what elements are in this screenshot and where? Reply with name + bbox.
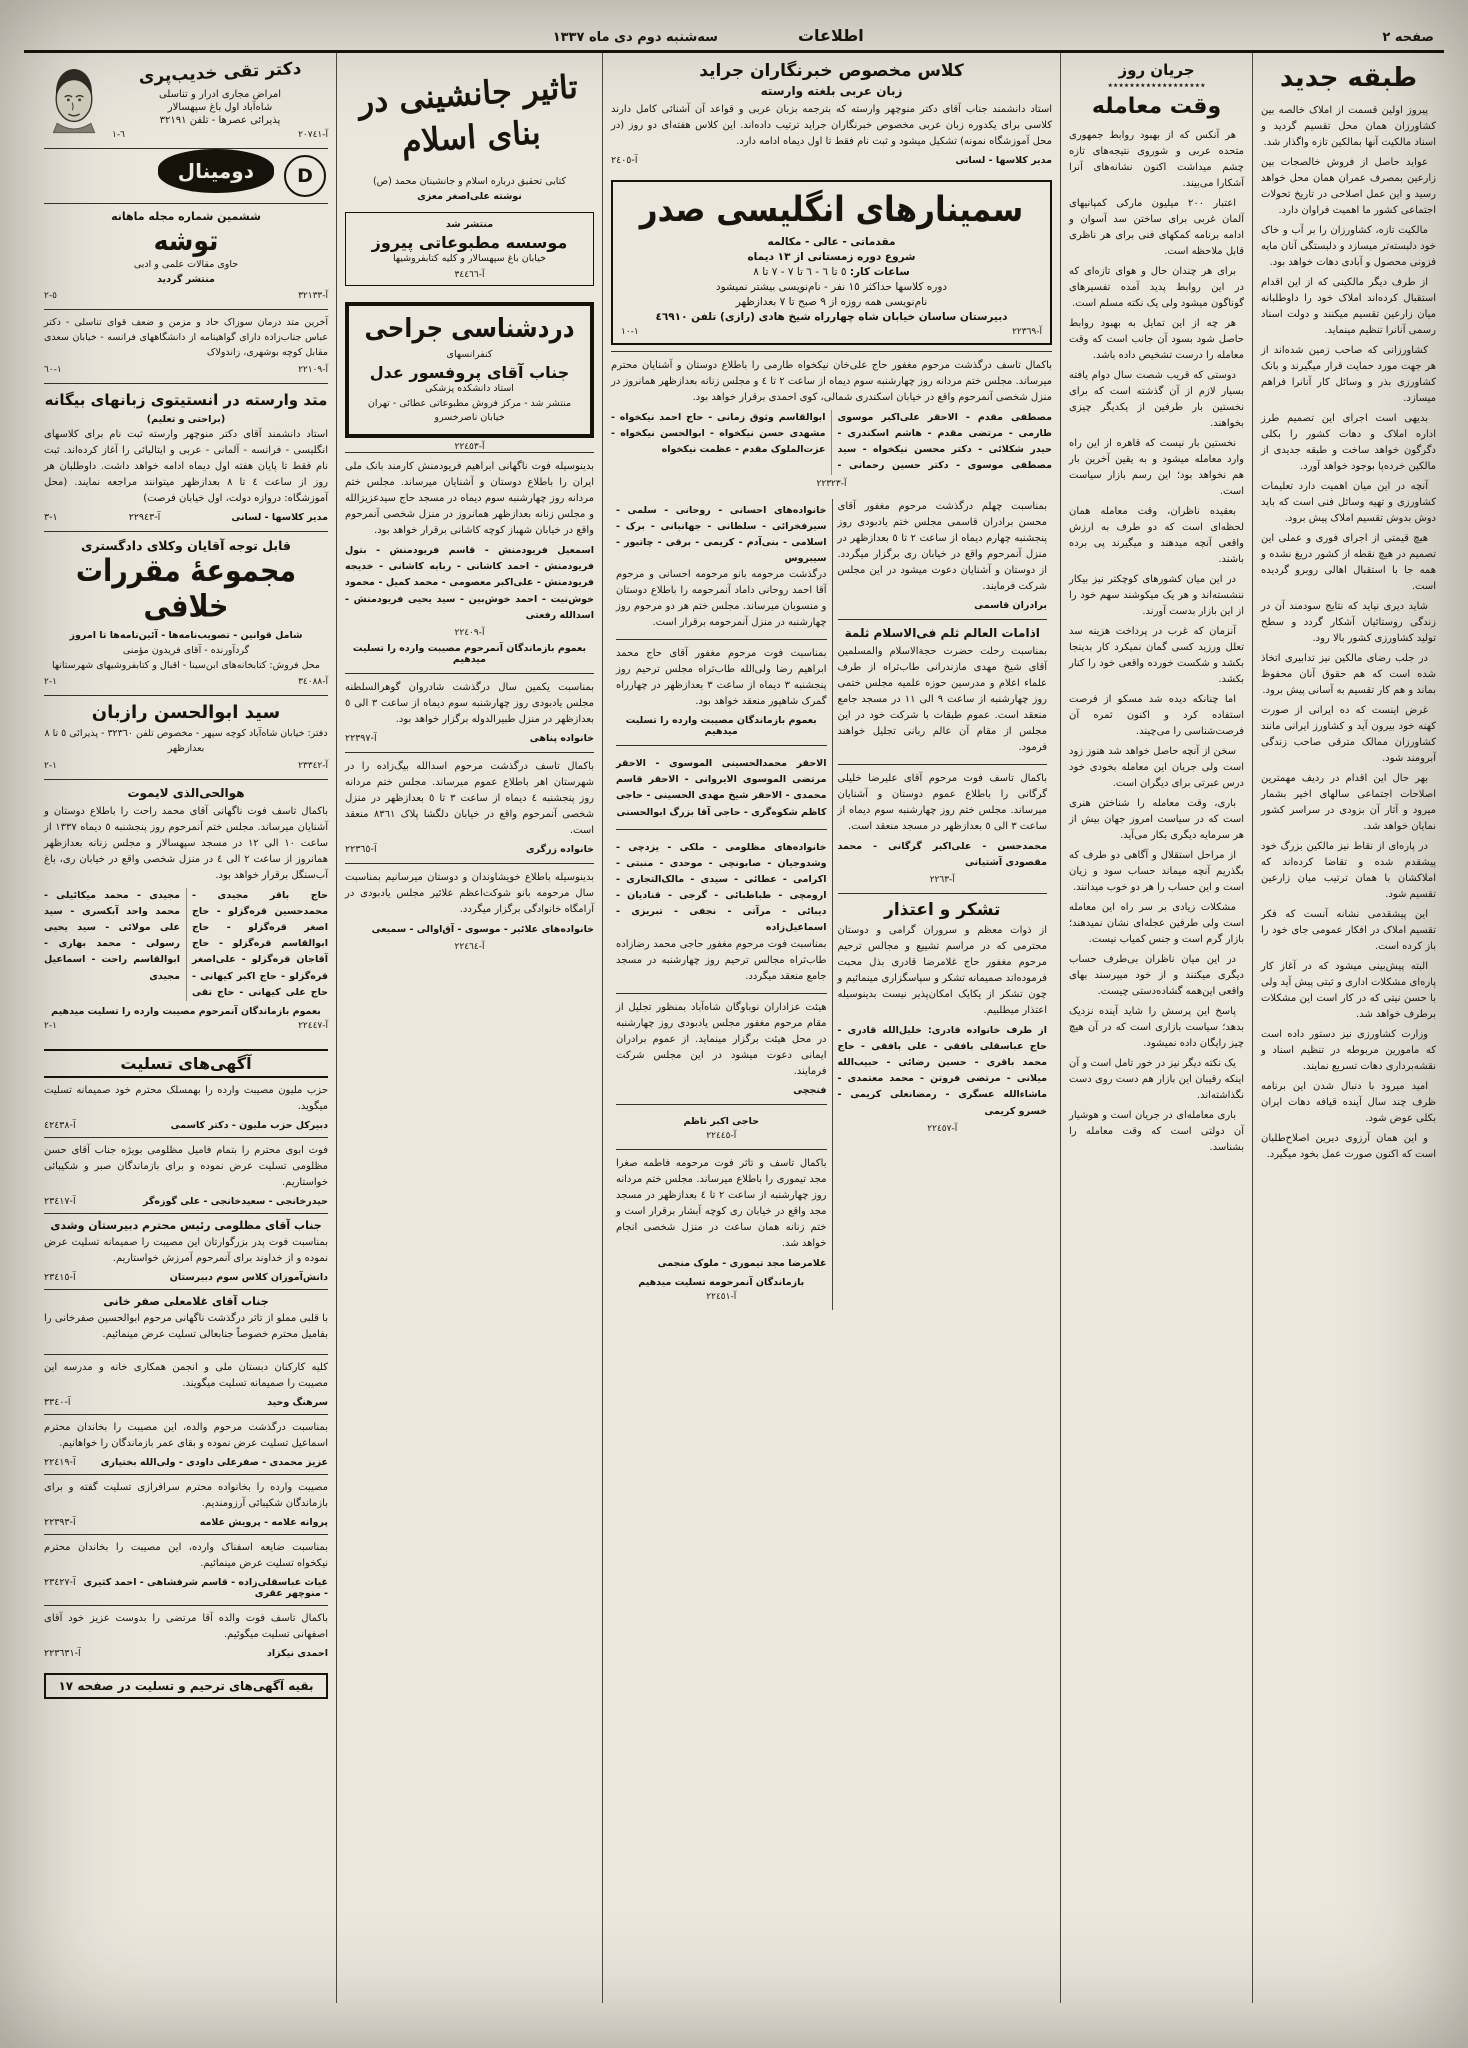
obituary-bismillah: هوالحی‌الذی لایموت bbox=[127, 785, 245, 800]
obituary-alaei bbox=[345, 863, 594, 960]
condolence-item bbox=[44, 1354, 328, 1414]
ad-serial: ٥-۲ bbox=[44, 291, 57, 302]
ad-code: آ-۲۲۳٦۹ bbox=[1012, 327, 1042, 337]
ad-body: منتشر شد - مرکز فروش مطبوعاتی عطائی - تهران خیابان ناصرخسرو bbox=[367, 397, 572, 424]
article-paragraph: وزارت کشاورزی نیز دستور داده است که مامورین مربوطه در تنظیم اسناد و نقشه‌برداری دهات تسریع نمایند. bbox=[1261, 1029, 1436, 1072]
obituary-nikkhah bbox=[611, 351, 1052, 497]
condolence-signature: سرهنگ وحید bbox=[267, 1396, 328, 1408]
condolence-signature: دانش‌آموزان کلاس سوم دبیرستان bbox=[169, 1271, 328, 1283]
article-paragraph: بعقیده ناظران، وقت معامله همان لحظه‌ای است که دو طرف به ارزش واقعی آنچه میدهند و میگیرند پی برده باشند. bbox=[1069, 506, 1244, 565]
obituary-body: بمناسبت یکمین سال درگذشت شادروان گوهرالسلطنه مجلس یادبودی روز چهارشنبه سوم دیماه از ساعت ۳ الی ٥ بعدازظهر در منزل طبیرالدوله برگزار خواهد بود. bbox=[345, 681, 594, 725]
obituary-body: باکمال تاسف درگذشت مرحوم اسدالله بیگ‌زاده را در شهرستان اهر باطلاع عموم میرساند. مجلس ختم مردانه روز پنجشنبه ٤ دیماه از ساعت ۳ تا ٥ بعدازظهر در منزل شخصی آنمرحوم واقع در خیابان دلگشا پلاک ۸۳٦۱ منعقد است. bbox=[345, 760, 595, 836]
ad-gonorrhea-treatment bbox=[44, 309, 328, 382]
ad-code: آ-٤۲٤۳۸ bbox=[44, 1119, 76, 1131]
condolence-heading: جناب آقای مظلومی رئیس محترم دبیرستان وشدی bbox=[50, 1218, 322, 1232]
ad-code: آ-۳۳٤۰ bbox=[44, 1396, 71, 1408]
condolence-item bbox=[44, 1605, 328, 1665]
column-left bbox=[36, 53, 336, 2003]
article-paragraph: هیچ قیمتی از اجرای فوری و عملی این تصمیم در هیچ نقطه از کشور دریغ نشده و همه جا با استقبال اهالی روبرو گردیده است. bbox=[1261, 533, 1436, 592]
masthead: اطلاعات bbox=[797, 26, 864, 45]
article-paragraph: بهر حال این اقدام در ردیف مهمترین اصلاحات اجتماعی سالهای اخیر بشمار میرود و آثار آن بزودی در سراسر کشور نمایان خواهد شد. bbox=[1261, 773, 1436, 832]
obituary-body: باکمال تاسف درگذشت مرحوم مغفور حاج علی‌خان نیکخواه طارمی را باطلاع دوستان و آشنایان محترم میرساند. مجلس ختم مردانه روز چهارشنبه سوم دیماه از ساعت ۲ تا ٤ و مجلس زنانه بعدازظهر همانروز در منزل شخصی آنمرحوم واقع در خیابان اسکندری شمالی، کوی احمدی برقرار خواهد بود. bbox=[611, 360, 1052, 403]
condolence-item bbox=[44, 1213, 328, 1289]
doctor-hours: پذیرائی عصرها - تلفن ۳۲۱۹۱ bbox=[159, 115, 281, 126]
dominal-logo-icon: D bbox=[284, 155, 326, 197]
dominal-caption: محصول آلمان bbox=[189, 183, 242, 193]
column-middle bbox=[602, 53, 1060, 2003]
doctor-name: دکتر تقی خدیب‌پری bbox=[138, 58, 302, 88]
notice-title: تشکر و اعتذار bbox=[884, 899, 1001, 920]
article-paragraph: در این میان ناظران بی‌طرف حساب دیگری میکنند و از خود میپرسند بهای واقعی این‌همه گشاده‌دستی چیست. bbox=[1069, 954, 1244, 997]
condolence-signature: دبیرکل حزب ملیون - دکتر کاسمی bbox=[170, 1119, 328, 1131]
article-paragraph: هر چه از این تمایل به بهبود روابط حاصل شود بسود آن جانب است که وقت معامله را درست تشخیص داده باشد. bbox=[1069, 318, 1244, 361]
article-paragraph: امید میرود با دنبال شدن این برنامه ظرف چند سال آینده قیافه دهات ایران بکلی عوض شود. bbox=[1261, 1081, 1436, 1124]
ad-title: مجموعهٔ مقررات خلافی bbox=[75, 553, 297, 625]
notice-body: هیئت عزاداران نوباوگان شاه‌آباد بمنظور تجلیل از مقام مرحوم مغفور مجلس یادبودی روز چهارشنبه در محل هیئت برگزار مینماید. از عموم برادران ایمانی دعوت میشود در این مجلس شرکت فرمایند. bbox=[616, 1001, 827, 1077]
obituary-body: بمناسبت فوت مرحوم مغفور آقای حاج محمد ابراهیم رضا ولی‌الله طاب‌ثراه مجلس ترحیم روز پنجشنبه ۳ دیماه از ساعت ۳ بعدازظهر در چهارراه گمرک شاهپور منعقد خواهد بود. bbox=[616, 648, 827, 708]
article-body bbox=[1069, 128, 1244, 1156]
condolence-signature: عزیز محمدی - صفرعلی داودی - ولی‌الله بختیاری bbox=[100, 1456, 328, 1468]
ad-body: استاد دانشمند آقای دکتر منوچهر وارسته ثبت نام برای کلاسهای انگلیسی - فرانسه - آلمانی - عربی و ایتالیائی را آغاز کرده‌اند. ثبت نام فقط تا پایان هفته اول دیماه ادامه خواهد داشت. داوطلبان هر روز از ساعت ٤ تا ۸ بعدازظهر میتوانند مراجعه نمایند. (محل آموزشگاه: دروازه دولت، اول خیابان فرصت) bbox=[44, 429, 329, 505]
seminar-note: دوره کلاسها حداکثر ۱٥ نفر - نام‌نویسی بیشتر نمیشود bbox=[715, 281, 948, 293]
obituary-tail: بعموم بازماندگان آنمرحوم مصیبت وارده را تسلیت میدهیم bbox=[352, 642, 587, 665]
obituary-body: بمناسبت چهلم درگذشت مرحوم مغفور آقای محسن برادران قاسمی مجلس ختم یادبودی روز پنجشنبه چهارم دیماه از ساعت ۲ تا ٥ بعدازظهر در منزل آنمرحوم واقع در خیابان ری برگزار میگردد. از دوستان و آشنایان دعوت میشود در این مجلس شرکت فرمایند. bbox=[837, 500, 1048, 592]
article-paragraph: نخستین بار نیست که قاهره از این راه وارد معامله میشود و به یقین آخرین بار هم نخواهد بود؛ این رسم بازار سیاست است. bbox=[1069, 438, 1244, 497]
article-paragraph: مالکیت تازه، کشاورزان را بر آب و خاک خود دلبسته‌تر میسازد و دلبستگی آنان مایه فزونی محصول و آبادی دهات خواهد بود. bbox=[1261, 225, 1436, 268]
obituary-teymouri bbox=[616, 1149, 827, 1310]
article-paragraph: اعتبار ۲۰۰ میلیون مارکی کمپانیهای آلمان غربی برای ساختن سد آسوان و ادامه برنامه کمکهای فنی برای هر ناظری قابل ملاحظه است. bbox=[1069, 198, 1244, 257]
obituary-body: باکمال تاسف فوت مرحوم آقای علیرضا خلیلی گرگانی را باطلاع عموم دوستان و آشنایان میرساند. مجلس ختم روز چهارشنبه سوم دیماه از ساعت ۳ الی ٥ بعدازظهر در مسجد منعقد است. bbox=[837, 772, 1047, 832]
ad-body: آخرین متد درمان سوزاک حاد و مزمن و ضعف قوای تناسلی - دکتر عباس جناب‌زاده دارای گواهینامه از دانشگاههای فرانسه - خیابان سعدی مقابل کوچه بوشهری، زاندولاک bbox=[44, 317, 328, 358]
ad-code: آ-۲۳٤۱۷ bbox=[44, 1195, 76, 1207]
article-paragraph: کشاورزانی که صاحب زمین شده‌اند از هر جهت مورد حمایت قرار میگیرند و بانک کشاورزی بذر و وسائل کار آنانرا فراهم میسازد. bbox=[1261, 345, 1436, 404]
article-paragraph: و این همان آرزوی دیرین اصلاح‌طلبان است که اکنون صورت عمل بخود میگیرد. bbox=[1261, 1133, 1436, 1160]
ad-dominal bbox=[44, 148, 328, 203]
ad-code: آ-۳۲۱۳۳ bbox=[298, 291, 328, 302]
article-paragraph: از طرف دیگر مالکینی که از این اقدام استقبال کرده‌اند املاک خود را داوطلبانه میان زارعین تقسیم میکنند و دولت اسناد رسمی آنانرا تنظیم مینماید. bbox=[1261, 277, 1436, 336]
condolence-item bbox=[44, 1414, 328, 1474]
seminar-hours-label: ساعات کار: bbox=[849, 266, 910, 278]
ad-razban bbox=[44, 695, 328, 778]
ad-code: آ-۲۲۳٦۳۱ bbox=[44, 1647, 81, 1659]
condolence-signature: احمدی نیکزاد bbox=[267, 1647, 328, 1659]
article-paragraph: سخن از آنچه حاصل خواهد شد هنوز زود است ولی جریان این معامله بخودی خود درس عبرتی برای دیگران است. bbox=[1069, 746, 1244, 789]
condolence-item bbox=[44, 1474, 328, 1534]
ad-code: آ-۳٤٤٦٦ bbox=[454, 270, 485, 281]
family-names: خانواده‌های احسانی - روحانی - سلمی - سیرفخرائی - سلطانی - جهانبانی - برک - اسلامی - بنی‌آدم - کریمی - برقی - چاتیور - سیبروس bbox=[616, 504, 827, 564]
notice-thanks bbox=[838, 893, 1048, 1142]
family-names: خانواده‌های مظلومی - ملکی - یزدچی - وشدوجیان - صابونچی - موحدی - منبتی - اکرامی - عطائی - سیدی - مالک‌التجاری - ارومچی - طباطبائی - گرجی - قنادیان - دیبائی - مرآتی - نجفی - تبریزی - اسماعیل‌زاده bbox=[616, 841, 827, 934]
obituary-names: محمدحسن - علی‌اکبر گرگانی - محمد مقصودی آشتیانی bbox=[837, 840, 1047, 868]
obituary-tail: بعموم بازماندگان مصیبت وارده را تسلیت میدهیم bbox=[625, 715, 817, 738]
ad-kicker: ششمین شماره مجله ماهانه bbox=[111, 210, 261, 223]
ad-code: آ-۲۲٤۱۹ bbox=[44, 1456, 76, 1468]
seminar-hours-value: ٥ تا ٦ - ٦ تا ۷ - ۷ تا ۸ bbox=[753, 266, 847, 278]
ad-line: کتابی تحقیق درباره اسلام و جانشینان محمد (ص) bbox=[372, 176, 567, 188]
ad-doctor bbox=[44, 58, 328, 148]
ad-signature: مدیر کلاسها - لسانی bbox=[955, 155, 1052, 166]
article-paragraph: این پیشقدمی نشانه آنست که فکر تقسیم املاک در افکار عمومی جای خود را باز کرده است. bbox=[1261, 909, 1436, 952]
ad-line: منتشر گردید bbox=[157, 273, 215, 285]
ad-title: توشه bbox=[153, 224, 219, 257]
obituary-body: باکمال تاسف فوت ناگهانی آقای محمد راحت را باطلاع دوستان و آشنایان میرساند. مجلس ختم آنمرحوم روز پنجشنبه ٥ دیماه ۱۳۳۷ از ساعت ۱۰ الی ۱۲ در مسجد سپهسالار و مجلس زنانه بعدازظهر همانروز از ساعت ۲ الی ٤ در منزل شخصی واقع در خیابان ری، باغ آب‌سنگل برقرار خواهد بود. bbox=[44, 805, 329, 881]
article-paragraph: بدیهی است اجرای این تصمیم طرز اداره املاک و دهات کشور را بکلی دگرگون خواهد ساخت و طبقه جدیدی از مالکین خرده‌پا بوجود خواهد آورد. bbox=[1261, 413, 1436, 472]
ad-title: سید ابوالحسن رازبان bbox=[91, 702, 281, 724]
ad-line: جناب آقای پروفسور عدل bbox=[369, 362, 570, 382]
article-headline: طبقه جدید bbox=[1279, 63, 1418, 93]
doctor-address: شاه‌آباد اول باغ سپهسالار bbox=[167, 102, 273, 113]
obituary-mazloomi-families bbox=[616, 829, 827, 993]
ad-code: آ-۲۲٤۰۹ bbox=[454, 627, 485, 638]
ad-press-class bbox=[611, 61, 1052, 174]
ad-code: آ-۲۲٤٥۱ bbox=[706, 1291, 737, 1302]
condolence-body: مصیبت وارده را بخانواده محترم سرافرازی تسلیت گفته و برای بازماندگان شکیبائی آرزومندیم. bbox=[44, 1481, 328, 1509]
ad-body: دفتر: خیابان شاه‌آباد کوچه سپهر - مخصوص تلفن ۳۲۳٦۰ - پذیرائی ٥ تا ۸ بعدازظهر bbox=[44, 728, 328, 755]
obituary-farivodmanesh bbox=[345, 452, 594, 673]
article-paragraph: آنزمان که غرب در پرداخت هزینه سد تعلل ورزید کسی گمان نمیکرد کار بدینجا بکشد و شکست خورده واقعی خود را کنار بکشد. bbox=[1069, 626, 1244, 685]
ad-code: آ-۲۲٤٤٥ bbox=[706, 1130, 737, 1141]
obituary-body: بدینوسیله باطلاع خویشاوندان و دوستان میرسانیم بمناسبت سال مرحومه بانو شوکت‌اعظم علائیر مجلس یادبودی در آرامگاه خانوادگی برگزار میگردد. bbox=[345, 871, 594, 915]
ad-islam-book bbox=[345, 67, 594, 294]
obituary-body: باکمال تاسف و تاثر فوت مرحومه فاطمه صغرا مجد تیموری را باطلاع میرساند. مجلس ختم مردانه روز چهارشنبه از ساعت ۲ تا ٤ بعدازظهر در مسجد مجد واقع در خیابان ری کوچه آبشار برقرار است و ختم زنانه همان ساعت در منزل شخصی انجام خواهد شد. bbox=[616, 1157, 827, 1249]
obituary-names: غلامرضا مجد تیموری - ملوک منجمی bbox=[657, 1257, 827, 1269]
ad-varasteh-institute bbox=[44, 383, 328, 532]
seminar-levels: مقدماتی - عالی - مکالمه bbox=[767, 236, 896, 248]
obituary-body: درگذشت مرحومه بانو مرحومه احسانی و مرحوم آقا احمد روحانی داماد آنمرحومه را باطلاع دوستان و منسوبان میرساند. مجلس ختم هر دو مرحوم روز چهارشنبه در منزل آنمرحومه برقرار است. bbox=[616, 569, 827, 629]
article-paragraph: البته پیش‌بینی میشود که در آغاز کار پاره‌ای مشکلات اداری و ثبتی پیش آید ولی با حسن نیتی که در کار است این مشکلات برطرف خواهد شد. bbox=[1261, 961, 1436, 1020]
ad-line: منتشر شد bbox=[445, 218, 494, 230]
obituary-ehsani bbox=[616, 503, 827, 640]
ad-title: تاثیر جانشینی در بنای اسلام bbox=[356, 67, 579, 161]
continued-notice: بقیه آگهی‌های ترحیم و تسلیت در صفحه ۱۷ bbox=[44, 1673, 328, 1699]
ad-code: آ-۲۲٦۳ bbox=[929, 874, 955, 885]
ad-code: آ-۲۲۳٦٥ bbox=[345, 843, 377, 855]
ad-body: استاد دانشمند جناب آقای دکتر منوچهر وارسته که بترجمه بزبان عربی و قواعد آن آشنائی کامل دارند کلاسی برای یکدوره زبان عربی مخصوص خبرنگاران جراید ترتیب داده‌اند. این کلاس هفته‌ای دو روز (در محل آموزشگاه نمونه) تشکیل میشود و ثبت نام فقط تا اول دیماه ادامه دارد. bbox=[611, 104, 1052, 147]
subcolumn-right bbox=[832, 499, 1053, 1310]
article-paragraph: برای هر چندان حال و هوای تازه‌ای که در این روابط پدید آمده تفسیرهای گوناگون میشود ولی یک نکته مسلم است. bbox=[1069, 266, 1244, 309]
notice-name: حاجی اکبر ناظم bbox=[683, 1115, 760, 1127]
ad-code: آ-۲۲٤٤۷ bbox=[298, 1020, 328, 1031]
ad-line: شامل قوانین - تصویب‌نامه‌ها - آئین‌نامه‌ها تا امروز bbox=[69, 630, 303, 642]
ad-serial: ۱۰-۱ bbox=[621, 327, 639, 337]
publisher-box bbox=[345, 212, 594, 286]
ad-serial: ٦۰-۱ bbox=[44, 364, 62, 375]
ad-subtitle: (براحتی و تعلیم) bbox=[146, 413, 226, 425]
issue-date: سه‌شنبه دوم دی ماه ۱۳۳۷ bbox=[552, 30, 718, 45]
notice-nazem bbox=[616, 1104, 827, 1149]
ad-line: کنفرانسهای bbox=[446, 349, 493, 361]
doctor-specialty: امراض مجاری ادرار و تناسلی bbox=[158, 89, 282, 100]
ad-serial: ۲-۱ bbox=[44, 677, 57, 688]
article-paragraph: دوستی که قریب شصت سال دوام یافته بسیار لازم از آن گذشته است که برای نخستین بار طرفین از یکدیگر چیزی بخواهند. bbox=[1069, 370, 1244, 429]
condolence-item bbox=[44, 1534, 328, 1605]
dominal-text bbox=[158, 159, 274, 193]
article-paragraph: غرض اینست که ده ایرانی از صورت کهنه خود بیرون آید و کشاورز ایرانی مانند کشاورزان ممالک مترقی صاحب زندگی آبرومند شود. bbox=[1261, 705, 1436, 764]
page-number: صفحه ۲ bbox=[1382, 30, 1434, 45]
obituary-title: اذامات العالم ثلم فی‌الاسلام ثلمة bbox=[844, 625, 1040, 640]
ad-subtitle: زبان عربی بلغته وارسته bbox=[760, 84, 903, 98]
seminar-start: شروع دوره زمستانی از ۱۳ دیماه bbox=[747, 251, 916, 263]
article-headline: وقت معامله bbox=[1091, 94, 1222, 119]
article-paragraph: اما چنانکه دیده شد مسکو از فرصت استفاده کرد و اکنون ثمره آن فرصت‌شناسی را می‌چیند. bbox=[1069, 694, 1244, 737]
notice-heyat bbox=[616, 993, 827, 1104]
condolence-body: باکمال تاسف فوت والده آقا مرتضی را بدوست عزیز خود آقای اصفهانی تسلیت میگوئیم. bbox=[44, 1612, 328, 1640]
ad-line: گردآورنده - آقای فریدون مؤمنی bbox=[122, 645, 250, 657]
ad-title: سمینارهای انگلیسی صدر bbox=[639, 189, 1024, 231]
obituary-body: بدینوسیله فوت ناگهانی ابراهیم فریودمنش کارمند بانک ملی ایران را باطلاع دوستان و آشنایان میرساند. مجلس ختم مردانه روز چهارشنبه سوم دیماه در مسجد حاج سیدعزیزالله و مجلس زنانه بعدازظهر همانروز در منزل شخصی آنمرحوم واقع در خیابان شهباز کوچه کاشانی برقرار خواهد بود. bbox=[345, 461, 594, 537]
notice-body: از ذوات معظم و سروران گرامی و دوستان محترمی که در مراسم تشییع و مجالس ترحیم مرحوم مغفور حاج غلامرضا قادری بذل محبت فرموده‌اند صمیمانه تشکر و سپاسگزاری مینمائیم و چون تشکر از یکایک امکان‌پذیر نیست بدینوسیله اعتذار میطلبیم. bbox=[837, 924, 1047, 1016]
ad-tousheh bbox=[44, 203, 328, 309]
column-five bbox=[336, 53, 602, 2003]
ad-signature: مدیر کلاسها - لسانی bbox=[231, 512, 328, 524]
obituary-names: مصطفی مقدم - الاحقر علی‌اکبر موسوی طارمی - مرتضی مقدم - هاشم اسکندری - حیدر شکلائی - دکتر محسن نیکخواه - سید مصطفی موسوی - دکتر حسین رحمانی - ابوالقاسم وثوق زمانی - حاج احمد نیکخواه - مشهدی حسن نیکخواه - ابوالحسن نیکخواه - عزت‌الملوک مقدم - عظمت نیکخواه bbox=[611, 412, 1052, 472]
column-new-class bbox=[1252, 53, 1444, 2003]
obituary-signature: خانواده پناهی bbox=[529, 732, 594, 744]
ad-line: استاد دانشکده پزشکی bbox=[425, 382, 514, 394]
ad-serial: ۲-۱ bbox=[44, 760, 57, 771]
obituary-zargari bbox=[345, 752, 594, 863]
obituary-names: اسمعیل فریودمنش - قاسم فریودمنش - بتول فریودمنش - احمد کاشانی - ربابه کاشانی - خدیجه فریودمنش - علی‌اکبر معصومی - محمد کمیل - محمود خوش‌نیت - احمد خوش‌بین - سید یحیی فریودمنش - اسدالله رفعتی bbox=[345, 545, 594, 621]
ad-code: آ-۲۲۹٤۳ bbox=[128, 512, 161, 524]
condolence-body: بمناسبت فوت پدر بزرگوارتان این مصیبت را صمیمانه تسلیت عرض نموده و از خداوند برای آنمرحوم آمرزش خواستاریم. bbox=[44, 1236, 328, 1264]
notice-signature: فنجچی bbox=[793, 1084, 827, 1096]
article-paragraph: پاسخ این پرسش را شاید آینده نزدیک بدهد؛ سیاست بازاری است که در آن هیچ چیز رایگان داده نمیشود. bbox=[1069, 1006, 1244, 1049]
condolence-heading: جناب آقای غلامعلی صفر خانی bbox=[103, 1294, 269, 1308]
obituary-tail: بعموم بازماندگان آنمرحوم مصیبت وارده را تسلیت میدهیم bbox=[51, 1005, 321, 1017]
article-paragraph: باری، وقت معامله را شناختن هنری است که در سیاست امروز جهان بیش از هر سرمایه دیگری بکار می‌آید. bbox=[1069, 798, 1244, 841]
article-paragraph: در جلب رضای مالکین نیز تدابیری اتخاذ شده است که هم حقوق آنان محفوظ بماند و هم کار تقسیم به آسانی پیش برود. bbox=[1261, 653, 1436, 696]
obituary-ebrahim bbox=[616, 639, 827, 745]
article-paragraph: عواید حاصل از فروش خالصجات بین زارعین بمصرف عمران همان محل خواهد رسید و این عمل اصلاحی در تاریخ تحولات اجتماعی کشور ما اهمیت فراوان دارد. bbox=[1261, 157, 1436, 216]
ad-publisher: موسسه مطبوعاتی پیروز bbox=[371, 232, 568, 252]
family-names: خانواده‌های علائیر - موسوی - آق‌اوالی - سمیعی bbox=[371, 923, 594, 935]
ad-serial: ٦-۱ bbox=[112, 130, 125, 140]
ad-law-book bbox=[44, 531, 328, 695]
article-paragraph: در پاره‌ای از نقاط نیز مالکین بزرگ خود پیشقدم شده و تقاضا کرده‌اند که املاکشان با همان ترتیب میان زارعین تقسیم شود. bbox=[1261, 841, 1436, 900]
doctor-portrait-illustration bbox=[44, 61, 104, 135]
ad-code: آ-۲۲٤٥۷ bbox=[927, 1123, 958, 1134]
condolence-signature: غیاث عباسقلی‌زاده - قاسم شرفشاهی - احمد کثیری - منوچهر عقری bbox=[83, 1576, 328, 1599]
obituary-rahat bbox=[44, 779, 328, 1039]
seminar-enroll: نام‌نویسی همه روزه از ۹ صبح تا ۷ بعدازظهر bbox=[735, 296, 928, 308]
page-header bbox=[24, 26, 1444, 50]
ad-kicker: قابل توجه آقایان وکلای دادگستری bbox=[81, 538, 291, 554]
obituary-signature: خانواده زرگری bbox=[525, 843, 594, 855]
ad-code: آ-۳٤۰۸۸ bbox=[298, 677, 328, 688]
ad-code: آ-۲۲٤٦٤ bbox=[454, 941, 485, 952]
doctor-ad-text bbox=[112, 58, 328, 140]
ad-english-seminars bbox=[611, 180, 1052, 345]
ad-title: دردشناسی جراحی bbox=[364, 314, 575, 345]
article-paragraph: هر آنکس که از بهبود روابط جمهوری متحده عربی و شوروی نتیجه‌های تازه چشم میداشت اکنون نشانه‌های آنرا آشکارا می‌بیند. bbox=[1069, 130, 1244, 189]
condolence-item bbox=[44, 1289, 328, 1354]
condolence-signature: پروانه علامه - پرویش علامه bbox=[199, 1516, 328, 1528]
clergy-signatures bbox=[616, 745, 827, 829]
obituary-body: بمناسبت فوت مرحوم مغفور حاجی محمد رضازاده طاب‌ثراه مجالس ترحیم روز چهارشنبه در مسجد جامع منعقد میگردد. bbox=[616, 938, 827, 982]
ad-code: آ-۲۳۳٤۲ bbox=[298, 760, 328, 771]
condolence-body: کلیه کارکنان دبستان ملی و انجمن همکاری خانه و مدرسه این مصیبت را صمیمانه تسلیت میگویند. bbox=[44, 1361, 328, 1389]
article-paragraph: باری معامله‌ای در جریان است و هوشیار آن دولتی است که وقت معامله را بشناسد. bbox=[1069, 1110, 1244, 1153]
article-paragraph: آنچه در این میان اهمیت دارد تعلیمات کشاورزی و تهیه وسائل فنی است که باید دوش بدوش تقسیم املاک پیش برود. bbox=[1261, 481, 1436, 524]
seminar-address: دبیرستان ساسان خیابان شاه چهارراه شیخ هادی (رازی) تلفن ٤٦۹۱۰ bbox=[655, 311, 1008, 323]
ad-title: متد وارسته در انستیتوی زبانهای بیگانه bbox=[44, 390, 328, 409]
ad-address: خیابان باغ سپهسالار و کلیه کتابفروشیها bbox=[393, 252, 546, 264]
condolence-item bbox=[44, 1137, 328, 1213]
article-body bbox=[1261, 103, 1436, 1163]
obituary-gohar bbox=[345, 673, 594, 752]
ad-line: محل فروش: کتابخانه‌های ابن‌سینا - اقبال و کتابفروشیهای شهرستانها bbox=[51, 659, 321, 671]
condolence-body: حزب ملیون مصیبت وارده را بهمسلک محترم خود صمیمانه تسلیت میگوید. bbox=[44, 1084, 328, 1112]
notice-names: از طرف خانواده قادری: خلیل‌الله قادری - حاج عباسقلی بافقی - علی بافقی - حاج محمد باقری - حسین رضائی - حبیب‌الله میلانی - مرتضی فروتن - محمد معتمدی - ماشاءالله عسگری - رمضانعلی کریمی - خسرو کریمی bbox=[837, 1024, 1047, 1117]
star-divider: ٭٭٭٭٭٭٭٭٭٭٭٭٭٭٭٭٭٭ bbox=[1107, 80, 1206, 91]
ad-code: آ-۲۳٤۲۷ bbox=[44, 1576, 76, 1588]
obituary-names: حاج باقر مجیدی - محمدحسین قره‌گزلو - حاج اصغر قره‌گزلو - حاج ابوالقاسم قره‌گزلو - حاج آقاجان قره‌گزلو - علی‌اصغر قره‌گزلو - حاج اکبر کیهانی - حاج علی کیهانی - حاج تقی مجیدی - محمد میکائیلی - محمد واحد آبکسری - سید علی مولائی - سید یحیی رسولی - محمد بهاری - ابوالقاسم راحت - اسماعیل مجیدی bbox=[44, 889, 328, 998]
ad-title: کلاس مخصوص خبرنگاران جراید bbox=[699, 61, 964, 81]
condolences-section-header: آگهی‌های تسلیت bbox=[44, 1049, 328, 1078]
condolence-body: بمناسبت ضایعه اسفناک وارده، این مصیبت را بخاندان محترم نیکخواه تسلیت عرض مینمائیم. bbox=[44, 1541, 328, 1569]
obituary-ghasemi bbox=[838, 499, 1048, 619]
condolence-body: با قلبی مملو از تاثر درگذشت ناگهانی مرحوم ابوالحسین صفرخانی را بفامیل محترم خصوصاً جنابعالی تسلیت عرض مینمائیم. bbox=[44, 1312, 328, 1340]
condolence-item bbox=[44, 1078, 328, 1137]
ad-code: آ-۲۳٤۱٥ bbox=[44, 1271, 76, 1283]
ad-code: آ-۲۲٤٥۳ bbox=[454, 442, 485, 453]
ad-serial: ۲-۱ bbox=[44, 1020, 57, 1031]
seminar-hours bbox=[621, 266, 1042, 278]
ad-code: آ-۲۰۷٤۱ bbox=[298, 130, 328, 140]
column-daily-current bbox=[1060, 53, 1252, 2003]
article-paragraph: پیروز اولین قسمت از املاک خالصه بین کشاورزان همان محل تقسیم گردید و اسناد مالکیت آنها بمالکین تازه واگذار شد. bbox=[1261, 105, 1436, 148]
ad-code: آ-۲۲۳۹۳ bbox=[44, 1516, 76, 1528]
clergy-names: الاحقر محمدالحسینی الموسوی - الاحقر مرتضی الموسوی الایروانی - الاحقر قاسم محمدی - الاحقر شیخ مهدی الحسینی - حاجی کاظم شکوه‌گری - حاجی آقا بزرگ ابوالحسنی bbox=[616, 758, 827, 818]
ad-serial: ۳-۱ bbox=[44, 512, 58, 524]
middle-subcolumns bbox=[611, 499, 1052, 1310]
page-body bbox=[24, 53, 1444, 2003]
dominal-brand: دومینال bbox=[158, 149, 274, 193]
condolence-body: بمناسبت درگذشت مرحوم والده، این مصیبت را بخاندان محترم اسماعیل تسلیت عرض نموده و بقای عمر بازماندگان را خواهانیم. bbox=[44, 1421, 328, 1449]
subcolumn-left bbox=[611, 499, 832, 1310]
section-rubric: جریان روز bbox=[1118, 61, 1195, 79]
obituary-signature: برادران قاسمی bbox=[974, 599, 1047, 611]
ad-code: آ-۲۲۱۰۹ bbox=[298, 364, 328, 375]
obituary-body: بمناسبت رحلت حضرت حجةالاسلام والمسلمین آقای شیخ مهدی مازندرانی طاب‌ثراه از طرف علماء اعلام و مدرسین حوزه علمیه مجلس ختمی روز چهارشنبه از ساعت ۹ الی ۱۱ در مسجد جامع منعقد است. عموم طبقات با شرکت خود در این مجلس از مقام آن عالم ربانی تجلیل خواهند فرمود. bbox=[837, 645, 1047, 753]
condolence-body: فوت ابوی محترم را بتمام فامیل مظلومی بویژه جناب آقای حسن مظلومی تسلیت عرض نموده و برای بازماندگان صبر و شکیبائی خواستاریم. bbox=[44, 1144, 328, 1188]
ad-code: آ-۲۲۳۹۷ bbox=[345, 732, 377, 744]
ad-author: نوشته علی‌اصغر معزی bbox=[417, 191, 522, 203]
condolences-list bbox=[44, 1078, 328, 1665]
obituary-gorgani bbox=[838, 764, 1048, 893]
ad-code: آ-۲٤۰٥ bbox=[611, 155, 638, 166]
ad-surgery-book bbox=[345, 302, 594, 438]
article-paragraph: از مراحل استقلال و آگاهی دو طرف که بگذریم آنچه میماند حساب سود و زیان است و این حساب را هر دو خوب میدانند. bbox=[1069, 850, 1244, 893]
article-paragraph: در این میان کشورهای کوچکتر نیز بیکار ننشسته‌اند و هر یک میکوشند سهم خود را از این بازار بدست آورند. bbox=[1069, 574, 1244, 617]
obituary-scholar bbox=[838, 619, 1048, 764]
ad-line: حاوی مقالات علمی و ادبی bbox=[133, 259, 239, 270]
ad-code: آ-۲۲۳۲۳ bbox=[816, 478, 847, 489]
article-paragraph: یک نکته دیگر نیز در خور تامل است و آن اینکه رقیبان این بازار هم دست روی دست نگذاشته‌اند. bbox=[1069, 1058, 1244, 1101]
article-paragraph: مشکلات زیادی بر سر راه این معامله است ولی طرفین عجله‌ای نشان نمیدهند؛ بازار گرم است و جنس کمیاب نیست. bbox=[1069, 902, 1244, 945]
condolence-signature: حیدرخانجی - سعیدخانجی - علی گوزه‌گر bbox=[142, 1195, 328, 1207]
obituary-tail: بازماندگان آنمرحومه تسلیت میدهیم bbox=[638, 1276, 805, 1288]
article-paragraph: شاید دیری نپاید که نتایج سودمند آن در زندگی روستائیان آشکار گردد و سطح تولید کشاورزی کشور بالا رود. bbox=[1261, 601, 1436, 644]
